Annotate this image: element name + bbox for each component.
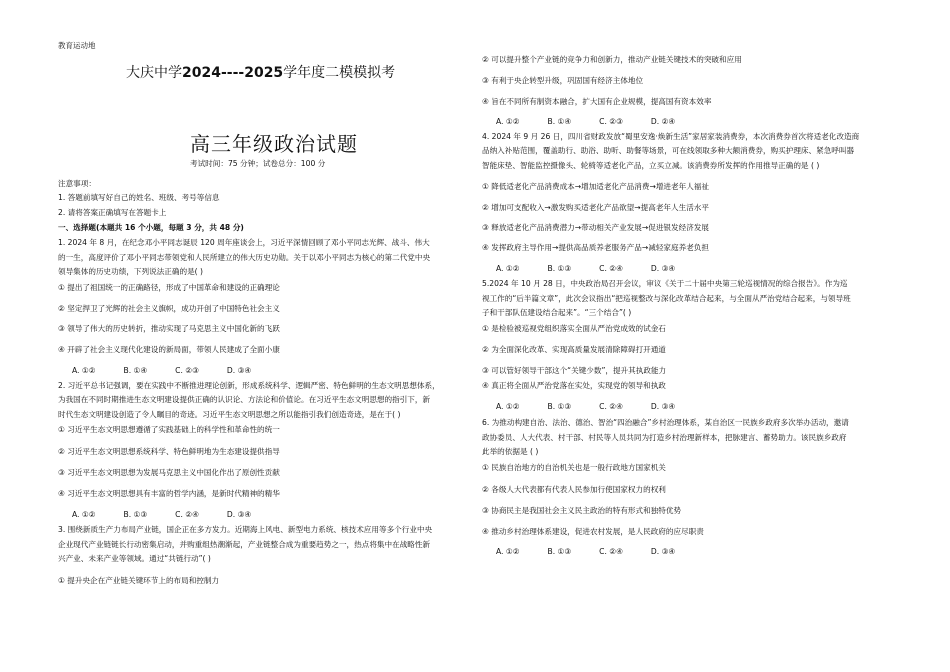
question-item: ① 提升央企在产业链关键环节上的布局和控制力	[58, 576, 220, 585]
question-item: ④ 旨在不同所有制资本融合，扩大国有企业规模，提高国有资本效率	[482, 97, 712, 106]
main-title: 高三年级政治试题	[190, 132, 358, 156]
question-item: ① 民族自治地方的自治机关也是一般行政地方国家机关	[482, 463, 666, 472]
question-item: ④ 习近平生态文明思想具有丰富的哲学内涵，是新时代精神的精华	[58, 489, 280, 498]
option-c[interactable]: C. ②④	[599, 402, 623, 411]
question-item: ② 习近平生态文明思想系统科学、特色鲜明地为生态建设提供指导	[58, 447, 280, 456]
question-stem-line: 此举的依据是 ( )	[482, 447, 539, 456]
question-stem-line: 政协委员、人大代表、村干部、村民等人员共同为打造乡村治理新样本，把脉建言、蓄势助力。该民族乡政府	[482, 433, 847, 442]
question-item: ① 降低适老化产品消费成本→增加适老化产品消费→增进老年人福祉	[482, 182, 709, 191]
header-source: 教育运动地	[58, 41, 96, 50]
answer-options	[72, 509, 279, 521]
option-c[interactable]: C. ②③	[175, 366, 199, 375]
question-stem-line: 5.2024 年 10 月 28 日，中央政治局召开会议，审议《关于二十届中央第三轮巡视情况的综合报告》。作为巡	[482, 279, 848, 288]
exam-meta: 考试时间：75 分钟；试卷总分：100 分	[190, 159, 326, 168]
option-b[interactable]: B. ①③	[547, 402, 572, 411]
answer-options	[496, 401, 703, 413]
option-d[interactable]: D. ②④	[650, 117, 676, 126]
title-school: 大庆中学	[126, 65, 182, 81]
question-item: ③ 释放适老化产品消费潜力→带动相关产业发展→促进银发经济发展	[482, 223, 709, 232]
question-stem-line: 时代生态文明建设创造了令人瞩目的奇迹。习近平生态文明思想之所以能指引我们创造奇迹，是在于( )	[58, 410, 401, 419]
question-item: ③ 领导了伟大的历史转折，推动实现了马克思主义中国化新的飞跃	[58, 324, 280, 333]
question-stem-line: 兴产业、未来产业等领域。通过“共链行动”( )	[58, 554, 211, 563]
question-stem-line: 为我国在不同时期推进生态文明建设提供正确的认识论、方法论和价值论。在习近平生态文明思想的指引下，新	[58, 395, 431, 404]
section-heading: 一、选择题(本题共 16 个小题，每题 3 分，共 48 分)	[58, 223, 244, 232]
option-b[interactable]: B. ①③	[547, 547, 572, 556]
question-stem-line: 子和干部队伍建设结合起来”。“三个结合”( )	[482, 308, 632, 317]
option-a[interactable]: A. ①②	[496, 264, 520, 273]
option-a[interactable]: A. ①②	[496, 547, 520, 556]
option-c[interactable]: C. ②③	[599, 117, 623, 126]
option-c[interactable]: C. ②④	[599, 264, 623, 273]
question-stem-line: 品纳入补贴范围，覆盖助行、助浴、助听、助餐等场景，可在线领取多种大额消费券，购买护理床、紧急呼叫器	[482, 146, 855, 155]
question-stem-line: 4. 2024 年 9 月 26 日，四川省财政发放“蜀里安逸·焕新生活”家居家装消费券，本次消费券首次将适老化改造商	[482, 132, 860, 141]
option-d[interactable]: D. ③④	[226, 366, 252, 375]
notice-item: 1. 答题前填写好自己的姓名、班级、考号等信息	[58, 193, 220, 202]
answer-options	[496, 546, 703, 558]
question-stem-line: 视工作的“后半篇文章”，此次会议指出“把巡视整改与深化改革结合起来，与全面从严治党结合起来，与领导班	[482, 294, 851, 303]
question-item: ④ 开辟了社会主义现代化建设的新局面，带领人民建成了全面小康	[58, 345, 280, 354]
option-b[interactable]: B. ①③	[123, 510, 148, 519]
option-d[interactable]: D. ③④	[226, 510, 252, 519]
question-item: ② 增加可支配收入→激发购买适老化产品欲望→提高老年人生活水平	[482, 203, 709, 212]
question-stem-line: 2. 习近平总书记强调，要在实践中不断推进理论创新，形成系统科学、逻辑严密、特色鲜明的生态文明思想体系，	[58, 381, 440, 390]
option-d[interactable]: D. ③④	[650, 402, 676, 411]
question-item: ① 是检验被巡视党组织落实全面从严治党成效的试金石	[482, 324, 666, 333]
answer-options	[496, 116, 703, 128]
exam-title-line	[126, 62, 395, 82]
question-stem-line: 6. 为推动构建自治、法治、德治、智治“四治融合”乡村治理体系，某自治区一民族乡政府多次举办活动，邀请	[482, 418, 849, 427]
notice-item: 2. 请将答案正确填写在答题卡上	[58, 208, 167, 217]
question-item: ③ 协商民主是我国社会主义民主政治的特有形式和独特优势	[482, 506, 682, 515]
question-item: ② 各级人大代表都有代表人民参加行使国家权力的权利	[482, 485, 666, 494]
question-item: ② 可以提升整个产业链的竞争力和创新力，推动产业链关键技术的突破和应用	[482, 55, 742, 64]
option-d[interactable]: D. ③④	[650, 264, 676, 273]
answer-options	[496, 263, 703, 275]
option-c[interactable]: C. ②④	[175, 510, 199, 519]
title-year: 2024----2025	[182, 65, 284, 81]
question-item: ① 提出了祖国统一的正确路径，形成了中国革命和建设的正确理论	[58, 283, 280, 292]
question-stem-line: 企业现代产业链链长行动密集启动，并购重组热潮渐起，产业链整合成为重要趋势之一，热点将集中在战略性新	[58, 540, 431, 549]
question-item: ② 坚定捍卫了光辉的社会主义旗帜，成功开创了中国特色社会主义	[58, 304, 280, 313]
option-b[interactable]: B. ①④	[547, 117, 572, 126]
notice-heading: 注意事项：	[58, 179, 96, 188]
option-c[interactable]: C. ②④	[599, 547, 623, 556]
question-stem-line: 领导集体的历史功绩，下列说法正确的是( )	[58, 267, 204, 276]
question-item: ④ 发挥政府主导作用→提供高品质养老服务产品→减轻家庭养老负担	[482, 243, 709, 252]
option-d[interactable]: D. ③④	[650, 547, 676, 556]
option-a[interactable]: A. ①②	[496, 402, 520, 411]
option-b[interactable]: B. ①④	[123, 366, 148, 375]
question-stem-line: 的一生，高度评价了邓小平同志带领党和人民所建立的伟大历史功勋。关于以邓小平同志为核心的第二代党中央	[58, 253, 431, 262]
question-item: ② 为全面深化改革、实现高质量发展清除障碍打开通道	[482, 345, 666, 354]
question-item: ③ 习近平生态文明思想为发展马克思主义中国化作出了原创性贡献	[58, 468, 280, 477]
question-item: ④ 推动乡村治理体系建设，促进农村发展，是人民政府的应尽职责	[482, 527, 704, 536]
option-a[interactable]: A. ①②	[72, 510, 96, 519]
option-b[interactable]: B. ①③	[547, 264, 572, 273]
option-a[interactable]: A. ①②	[72, 366, 96, 375]
question-item: ① 习近平生态文明思想遵循了实践基础上的科学性和革命性的统一	[58, 425, 280, 434]
question-item: ③ 有利于央企转型升级，巩固国有经济主体地位	[482, 76, 644, 85]
question-stem-line: 1. 2024 年 8 月，在纪念邓小平同志诞辰 120 周年座谈会上，习近平深情回顾了邓小平同志光辉、战斗、伟大	[58, 238, 430, 247]
question-item: ④ 真正将全面从严治党落在实处，实现党的领导和执政	[482, 381, 666, 390]
option-a[interactable]: A. ①②	[496, 117, 520, 126]
answer-options	[72, 365, 279, 377]
question-item: ③ 可以管好领导干部这个“关键少数”，提升其执政能力	[482, 366, 667, 375]
question-stem-line: 3. 围绕新质生产力布局产业链，国企正在多方发力。近期海上风电、新型电力系统、核技术应用等多个行业中央	[58, 525, 433, 534]
question-stem-line: 智能床垫、智能监控摄像头、轮椅等适老化产品，立买立减。该消费券所发挥的作用推导正确的是 ( )	[482, 161, 820, 170]
title-suffix: 学年度二模模拟考	[283, 65, 396, 81]
